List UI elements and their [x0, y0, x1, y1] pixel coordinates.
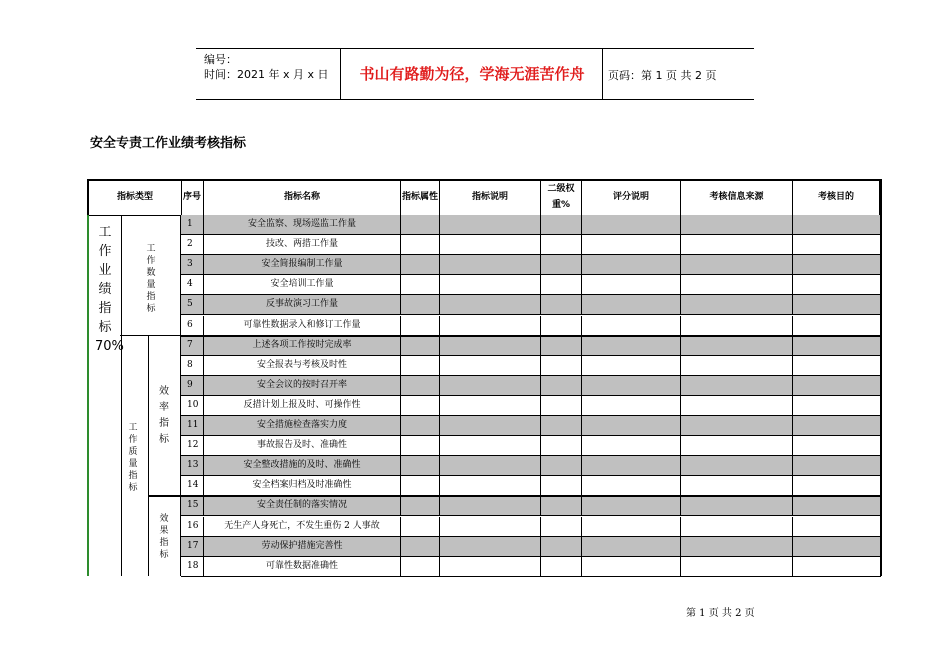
row-desc: [440, 537, 541, 557]
row-seq: 2: [181, 235, 204, 255]
row-desc: [440, 275, 541, 295]
row-attr: [401, 255, 440, 275]
row-source: [681, 215, 793, 235]
row-purpose: [793, 496, 881, 516]
row-desc: [440, 416, 541, 436]
row-desc: [440, 557, 541, 577]
row-attr: [401, 557, 440, 577]
row-source: [681, 295, 793, 315]
row-seq: 14: [181, 476, 204, 496]
row-name: 反措计划上报及时、可操作性: [204, 396, 401, 416]
row-purpose: [793, 215, 881, 235]
table-row: [181, 356, 882, 376]
row-weight: [541, 356, 582, 376]
row-name: 安全报表与考核及时性: [204, 356, 401, 376]
row-name: 事故报告及时、准确性: [204, 436, 401, 456]
row-seq: 1: [181, 215, 204, 235]
row-purpose: [793, 517, 881, 537]
row-seq: 4: [181, 275, 204, 295]
row-seq: 12: [181, 436, 204, 456]
row-seq: 18: [181, 557, 204, 577]
row-score: [582, 215, 681, 235]
row-attr: [401, 235, 440, 255]
row-source: [681, 336, 793, 356]
row-name: 安全措施检查落实力度: [204, 416, 401, 436]
row-score: [582, 295, 681, 315]
table-row: [181, 496, 882, 516]
sub-efficiency-label: 效率指标: [159, 386, 169, 445]
row-purpose: [793, 235, 881, 255]
page-footer: 第 1 页 共 2 页: [686, 608, 755, 619]
row-score: [582, 255, 681, 275]
row-name: 可靠性数据准确性: [204, 557, 401, 577]
document-header: [196, 48, 754, 100]
sub-quality-cell: [120, 336, 149, 576]
row-weight: [541, 255, 582, 275]
row-weight: [541, 336, 582, 356]
time-label: 时间：2021 年 x 月 x 日: [204, 68, 329, 81]
row-score: [582, 235, 681, 255]
row-name: 安全监察、现场巡监工作量: [204, 215, 401, 235]
table-left-border: [87, 179, 89, 215]
row-weight: [541, 476, 582, 496]
row-attr: [401, 416, 440, 436]
row-desc: [440, 476, 541, 496]
row-name: 上述各项工作按时完成率: [204, 336, 401, 356]
row-source: [681, 396, 793, 416]
row-score: [582, 456, 681, 476]
sub-quantity-label: 工作数量指标: [146, 244, 156, 314]
row-purpose: [793, 275, 881, 295]
row-attr: [401, 275, 440, 295]
row-purpose: [793, 476, 881, 496]
row-name: 反事故演习工作量: [204, 295, 401, 315]
row-source: [681, 496, 793, 516]
row-purpose: [793, 356, 881, 376]
row-source: [681, 517, 793, 537]
row-weight: [541, 295, 582, 315]
row-weight: [541, 436, 582, 456]
sub-quantity-cell: [120, 215, 181, 336]
row-source: [681, 476, 793, 496]
row-attr: [401, 496, 440, 516]
table-right-border: [880, 179, 882, 576]
category-main-label: 工作业绩指标70%: [95, 225, 124, 354]
row-weight: [541, 215, 582, 235]
row-source: [681, 557, 793, 577]
row-score: [582, 557, 681, 577]
row-weight: [541, 517, 582, 537]
row-source: [681, 456, 793, 476]
table-row: [181, 235, 882, 255]
table-row: [181, 275, 882, 295]
row-name: 安全档案归档及时准确性: [204, 476, 401, 496]
row-desc: [440, 215, 541, 235]
header-divider: [340, 49, 341, 99]
table-row: [181, 476, 882, 496]
row-weight: [541, 537, 582, 557]
table-row: [181, 336, 882, 356]
row-name: 无生产人身死亡，不发生重伤 2 人事故: [204, 517, 401, 537]
row-desc: [440, 396, 541, 416]
row-purpose: [793, 396, 881, 416]
header-name: 指标名称: [204, 179, 401, 216]
row-seq: 17: [181, 537, 204, 557]
row-weight: [541, 316, 582, 336]
row-score: [582, 517, 681, 537]
row-desc: [440, 456, 541, 476]
sub-effect-label: 效果指标: [159, 514, 169, 560]
row-seq: 5: [181, 295, 204, 315]
row-purpose: [793, 336, 881, 356]
table-row: [181, 416, 882, 436]
row-desc: [440, 255, 541, 275]
row-desc: [440, 436, 541, 456]
header-type: 指标类型: [87, 179, 182, 216]
row-seq: 10: [181, 396, 204, 416]
row-weight: [541, 456, 582, 476]
row-attr: [401, 476, 440, 496]
row-seq: 6: [181, 316, 204, 336]
header-motto: 书山有路勤为径，学海无涯苦作舟: [359, 65, 585, 83]
row-attr: [401, 436, 440, 456]
row-score: [582, 496, 681, 516]
table-row: [181, 376, 882, 396]
row-score: [582, 316, 681, 336]
row-weight: [541, 416, 582, 436]
assessment-table: [87, 179, 882, 576]
sub-effect-cell: [149, 497, 181, 576]
row-desc: [440, 376, 541, 396]
row-purpose: [793, 416, 881, 436]
table-row: [181, 295, 882, 315]
row-source: [681, 436, 793, 456]
row-seq: 15: [181, 496, 204, 516]
group-divider: [181, 335, 882, 337]
row-desc: [440, 356, 541, 376]
row-name: 可靠性数据录入和修订工作量: [204, 316, 401, 336]
header-score: 评分说明: [582, 179, 681, 216]
row-desc: [440, 295, 541, 315]
row-score: [582, 356, 681, 376]
row-score: [582, 376, 681, 396]
row-score: [582, 416, 681, 436]
table-row: [181, 396, 882, 416]
row-source: [681, 316, 793, 336]
row-score: [582, 476, 681, 496]
row-name: 劳动保护措施完善性: [204, 537, 401, 557]
row-desc: [440, 496, 541, 516]
row-attr: [401, 336, 440, 356]
header-divider: [602, 49, 603, 99]
row-seq: 13: [181, 456, 204, 476]
table-row: [181, 456, 882, 476]
table-top-border: [87, 179, 882, 181]
row-name: 安全会议的按时召开率: [204, 376, 401, 396]
number-label: 编号：: [204, 53, 237, 66]
row-name: 安全简报编制工作量: [204, 255, 401, 275]
row-weight: [541, 557, 582, 577]
row-score: [582, 396, 681, 416]
row-attr: [401, 396, 440, 416]
row-purpose: [793, 255, 881, 275]
table-row: [181, 255, 882, 275]
row-attr: [401, 376, 440, 396]
sub-quality-label: 工作质量指标: [128, 423, 138, 493]
table-row: [181, 215, 882, 235]
row-weight: [541, 235, 582, 255]
row-purpose: [793, 295, 881, 315]
table-row: [181, 557, 882, 577]
table-row: [181, 517, 882, 537]
row-attr: [401, 356, 440, 376]
header-weight: 二级权重%: [541, 179, 582, 216]
row-seq: 11: [181, 416, 204, 436]
row-purpose: [793, 557, 881, 577]
sub-efficiency-cell: [149, 336, 181, 497]
row-seq: 9: [181, 376, 204, 396]
row-score: [582, 275, 681, 295]
header-source: 考核信息来源: [681, 179, 793, 216]
header-attr: 指标属性: [401, 179, 440, 216]
row-attr: [401, 316, 440, 336]
row-name: 技改、两措工作量: [204, 235, 401, 255]
page-indicator: 页码：第 1 页 共 2 页: [608, 69, 717, 82]
row-name: 安全整改措施的及时、准确性: [204, 456, 401, 476]
row-seq: 7: [181, 336, 204, 356]
table-row: [181, 436, 882, 456]
row-desc: [440, 336, 541, 356]
row-source: [681, 235, 793, 255]
row-name: 安全培训工作量: [204, 275, 401, 295]
table-row: [181, 316, 882, 336]
header-purpose: 考核目的: [793, 179, 880, 216]
row-attr: [401, 215, 440, 235]
row-score: [582, 436, 681, 456]
row-attr: [401, 295, 440, 315]
row-attr: [401, 517, 440, 537]
row-seq: 8: [181, 356, 204, 376]
header-seq: 序号: [181, 179, 204, 216]
row-purpose: [793, 376, 881, 396]
row-source: [681, 356, 793, 376]
row-source: [681, 376, 793, 396]
row-source: [681, 275, 793, 295]
row-purpose: [793, 456, 881, 476]
row-weight: [541, 396, 582, 416]
page-title: 安全专责工作业绩考核指标: [90, 136, 247, 151]
row-desc: [440, 235, 541, 255]
row-seq: 3: [181, 255, 204, 275]
row-weight: [541, 376, 582, 396]
row-attr: [401, 456, 440, 476]
row-source: [681, 255, 793, 275]
row-attr: [401, 537, 440, 557]
row-source: [681, 416, 793, 436]
row-purpose: [793, 537, 881, 557]
row-score: [582, 336, 681, 356]
category-main-cell: [87, 215, 122, 576]
row-name: 安全责任制的落实情况: [204, 496, 401, 516]
row-weight: [541, 275, 582, 295]
row-purpose: [793, 436, 881, 456]
table-row: [181, 537, 882, 557]
row-purpose: [793, 316, 881, 336]
header-desc: 指标说明: [440, 179, 541, 216]
row-source: [681, 537, 793, 557]
row-desc: [440, 316, 541, 336]
row-seq: 16: [181, 517, 204, 537]
row-score: [582, 537, 681, 557]
row-desc: [440, 517, 541, 537]
group-divider: [149, 495, 882, 497]
row-weight: [541, 496, 582, 516]
